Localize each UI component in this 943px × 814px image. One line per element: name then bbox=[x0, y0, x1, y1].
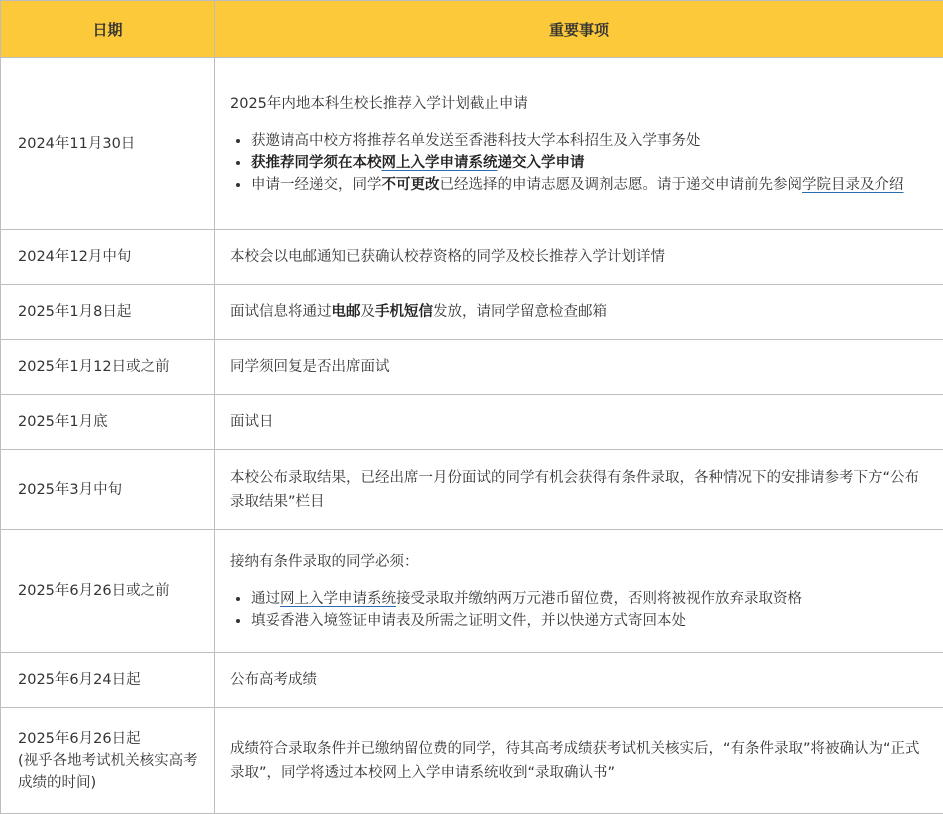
row-matter: 同学须回复是否出席面试 bbox=[215, 340, 943, 395]
table-row bbox=[1, 58, 943, 230]
text: 申请一经递交，同学 bbox=[251, 177, 382, 193]
table-row bbox=[1, 450, 943, 530]
table-header-row bbox=[1, 1, 943, 58]
text: 发放，请同学留意检查邮箱 bbox=[433, 304, 607, 320]
row-matter bbox=[215, 530, 943, 653]
bold-text: 电邮 bbox=[332, 304, 361, 320]
row-date: 2024年12月中旬 bbox=[1, 230, 215, 285]
date-note: (视乎各地考试机关核实高考成绩的时间) bbox=[18, 750, 214, 794]
row-date: 2025年6月24日起 bbox=[1, 653, 215, 708]
row-matter: 本校公布录取结果，已经出席一月份面试的同学有机会获得有条件录取，各种情况下的安排请参考下方“公布录取结果”栏目 bbox=[215, 450, 943, 530]
row-matter: 面试日 bbox=[215, 395, 943, 450]
table-row bbox=[1, 530, 943, 653]
list-item bbox=[251, 174, 929, 196]
text: 通过 bbox=[251, 591, 280, 607]
text: 及 bbox=[361, 304, 376, 320]
row-date: 2025年1月底 bbox=[1, 395, 215, 450]
row-matter: 公布高考成绩 bbox=[215, 653, 943, 708]
list-item bbox=[251, 588, 929, 610]
row-matter: 本校会以电邮通知已获确认校荐资格的同学及校长推荐入学计划详情 bbox=[215, 230, 943, 285]
bullet-list bbox=[230, 588, 929, 632]
list-item: • 获邀请高中校方将推荐名单发送至香港科技大学本科招生及入学事务处 bbox=[251, 130, 929, 152]
online-application-link[interactable]: 网上入学申请系统 bbox=[382, 155, 498, 171]
row-date bbox=[1, 708, 215, 814]
matter-column-header: 重要事项 bbox=[215, 1, 943, 58]
row-matter: 成绩符合录取条件并已缴纳留位费的同学，待其高考成绩获考试机关核实后，“有条件录取”将被确认为“正式录取”，同学将透过本校网上入学申请系统收到“录取确认书” bbox=[215, 708, 943, 814]
row-date: 2025年3月中旬 bbox=[1, 450, 215, 530]
list-item: • 填妥香港入境签证申请表及所需之证明文件，并以快递方式寄回本处 bbox=[251, 610, 929, 632]
row-date: 2025年1月8日起 bbox=[1, 285, 215, 340]
list-item bbox=[251, 152, 929, 174]
row-matter bbox=[215, 58, 943, 230]
text: 面试信息将通过 bbox=[230, 304, 332, 320]
row-matter bbox=[215, 285, 943, 340]
row-intro: 接纳有条件录取的同学必须： bbox=[230, 550, 929, 574]
table-row bbox=[1, 340, 943, 395]
table-row bbox=[1, 653, 943, 708]
text: 已经选择的申请志愿及调剂志愿。请于递交申请前先参阅 bbox=[440, 177, 803, 193]
row-date: 2025年6月26日或之前 bbox=[1, 530, 215, 653]
row-date: 2025年1月12日或之前 bbox=[1, 340, 215, 395]
date-line: 2025年6月26日起 bbox=[18, 728, 214, 750]
table-row bbox=[1, 230, 943, 285]
table-row bbox=[1, 285, 943, 340]
bold-text: 手机短信 bbox=[375, 304, 433, 320]
online-application-link[interactable]: 网上入学申请系统 bbox=[280, 591, 396, 607]
bold-text: 获推荐同学须在本校 bbox=[251, 155, 382, 171]
bullet-list bbox=[230, 130, 929, 196]
bold-text: 递交入学申请 bbox=[498, 155, 585, 171]
date-column-header: 日期 bbox=[1, 1, 215, 58]
table-row bbox=[1, 395, 943, 450]
text: 接受录取并缴纳两万元港币留位费，否则将被视作放弃录取资格 bbox=[396, 591, 802, 607]
row-intro: 2025年内地本科生校长推荐入学计划截止申请 bbox=[230, 92, 929, 116]
faculty-directory-link[interactable]: 学院目录及介绍 bbox=[802, 177, 904, 193]
row-date: 2024年11月30日 bbox=[1, 58, 215, 230]
bold-text: 不可更改 bbox=[382, 177, 440, 193]
table-row bbox=[1, 708, 943, 814]
